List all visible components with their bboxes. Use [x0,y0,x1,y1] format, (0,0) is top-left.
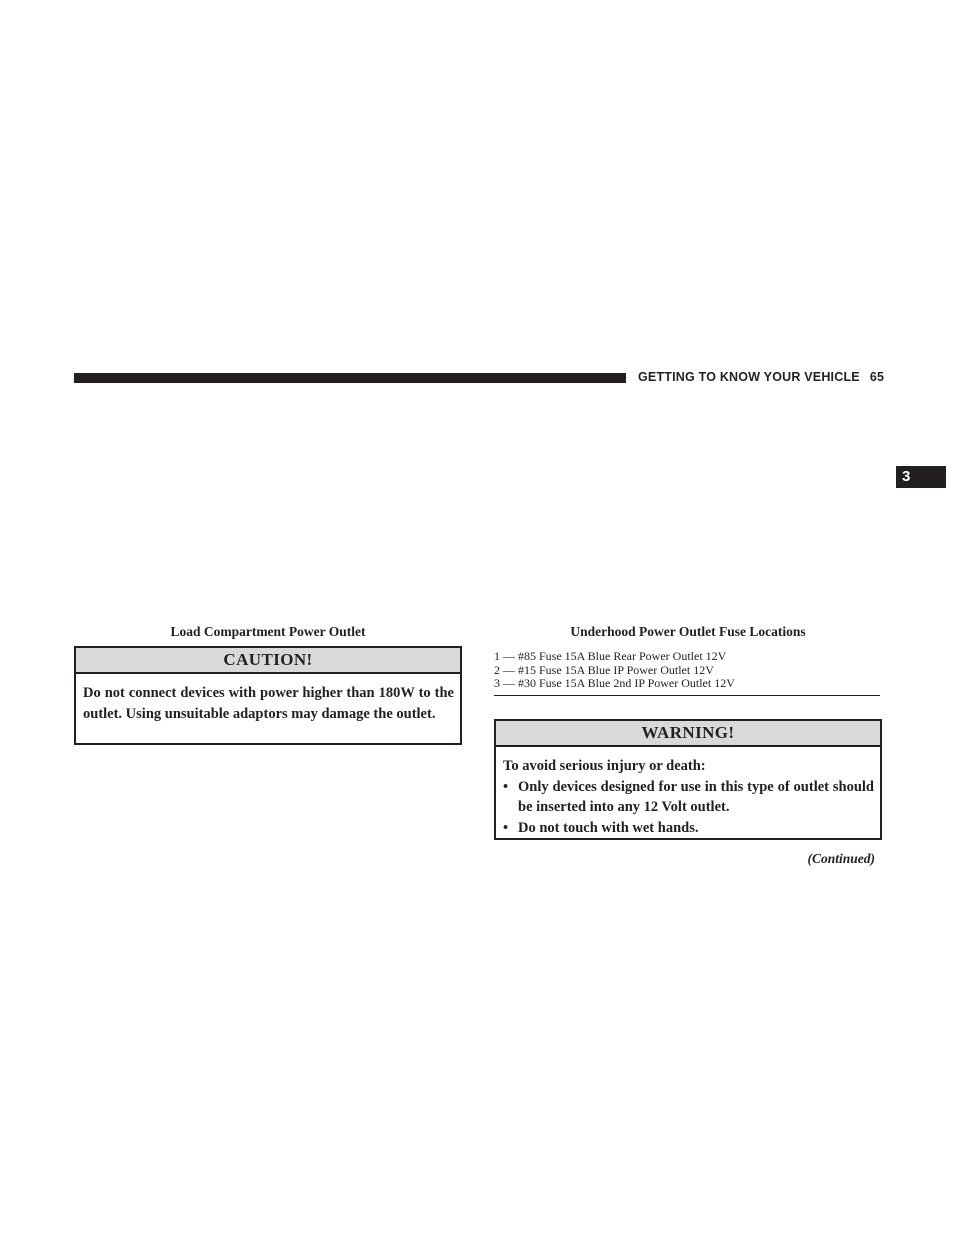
warning-heading: WARNING! [496,721,880,747]
warning-bullet-text: Only devices designed for use in this type of outlet should be inserted into any 12 Volt outlet. [518,778,874,815]
page-number: 65 [869,370,885,384]
chapter-tab[interactable]: 3 [896,466,946,488]
caution-box [74,646,462,745]
warning-intro: To avoid serious injury or death: [503,758,706,774]
warning-bullet-item [503,818,874,839]
warning-bullet-text: Do not touch with wet hands. [518,819,699,836]
warning-bullet-list [503,777,874,839]
warning-content [496,747,880,838]
figure-caption-fuse-locations: Underhood Power Outlet Fuse Locations [570,624,806,639]
figure-caption-load-compartment: Load Compartment Power Outlet [170,624,366,639]
caution-heading: CAUTION! [76,648,460,674]
fuse-legend-item: 1 — #85 Fuse 15A Blue Rear Power Outlet 12V [494,649,727,663]
running-header [638,370,884,384]
warning-bullet-item [503,777,874,818]
header-rule [74,373,626,383]
section-title: GETTING TO KNOW YOUR VEHICLE [638,370,860,384]
fuse-location-legend [494,650,880,696]
fuse-legend-item: 3 — #30 Fuse 15A Blue 2nd IP Power Outlet 12V [494,676,735,690]
warning-box [494,719,882,840]
caution-text: Do not connect devices with power higher than 180W to the outlet. Using unsuitable adaptors may damage the outlet. [83,685,454,722]
bullet-icon: • [503,778,509,795]
continued-note: (Continued) [807,851,875,866]
bullet-icon: • [503,819,509,836]
fuse-legend-item: 2 — #15 Fuse 15A Blue IP Power Outlet 12V [494,662,714,677]
